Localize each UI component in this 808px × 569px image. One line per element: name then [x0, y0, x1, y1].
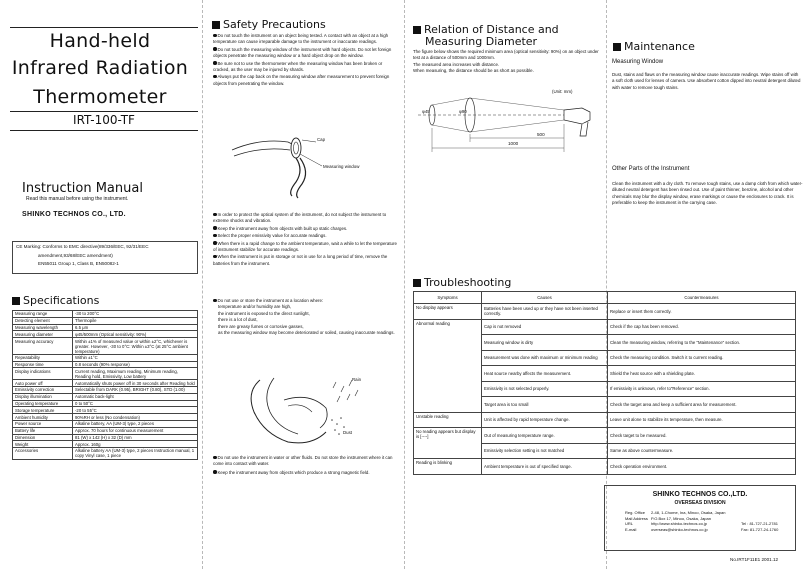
safety-item: Do not use or store the instrument at a location where: [217, 298, 324, 303]
company-footer-block [604, 485, 796, 551]
troubleshooting-row [414, 319, 796, 335]
ce-line: amendment,93/68/EEC amendment) [38, 252, 113, 258]
cause-cell: Cap is not removed [482, 319, 608, 335]
ce-line: EN55011 Group 1, Class B, EN50082-1 [38, 261, 119, 266]
countermeasure-cell: Replace or insert them correctly. [608, 304, 796, 320]
spec-value: Automatic back-light [73, 393, 198, 400]
safety-item: In order to protect the optical system of the instrument, do not subject the instrument to extreme shocks and vibration. [213, 212, 387, 224]
ce-marking-box [12, 241, 198, 274]
spec-label: Detecting element [13, 317, 73, 324]
spec-label: Repeatability [13, 354, 73, 361]
title-bottom-rule [10, 111, 198, 112]
countermeasure-cell: Check the target area and keep a sufficient area for measurement. [608, 397, 796, 413]
spec-row [13, 387, 198, 394]
symptom-cell: Reading is blinking [414, 459, 482, 475]
distance-text [413, 49, 603, 75]
other-parts-subheading: Other Parts of the Instrument [612, 166, 690, 172]
spec-label: Measuring range [13, 311, 73, 318]
distance-paragraph: The figure below shows the required minimum area (optical sensitivity: 90%) on an object under test at a distance of 500mm and 1000mm. [413, 49, 599, 61]
countermeasure-cell: Check operation environment. [608, 459, 796, 475]
safety-subitem: there is a lot of dust, [218, 317, 258, 323]
cause-cell: Unit is affected by rapid temperature change. [482, 412, 608, 428]
spec-value: φ45/500mm (Optical sensitivity: 90%) [73, 331, 198, 338]
spec-label: Operating temperature [13, 400, 73, 407]
document-number: No.IRT1F11E1 2001.12 [730, 557, 779, 562]
title-line-3: Thermometer [33, 86, 167, 108]
countermeasure-cell: Clean the measuring window, referring to the "Maintenance" section. [608, 335, 796, 351]
symptom-cell [414, 381, 482, 397]
diameter-45-label: φ45 [422, 109, 430, 114]
troubleshooting-row [414, 350, 796, 366]
measuring-window-label: Measuring window [323, 164, 360, 169]
footer-values: 2-48, 1-Chome, Ina, Minoo, Osaka, Japan P.O.Box 17, Minoo, Osaka, Japan http://www.shinko-technos.co.jp overseas@shinko-technos.co.jp [651, 510, 726, 532]
countermeasure-cell: If emissivity is unknown, refer to"Reference" section. [608, 381, 796, 397]
spec-row [13, 434, 198, 441]
spec-value: Current reading, Maximum reading, Minimum reading, Reading hold, Emissivity, Low battery [73, 368, 198, 380]
safety-item: Select the proper emissivity value for accurate readings. [217, 233, 327, 239]
footer-labels: Reg. Office Mail Address URL E-mail [625, 510, 648, 532]
spec-label: Response time [13, 361, 73, 368]
spec-label: Storage temperature [13, 407, 73, 414]
spec-label: Power source [13, 420, 73, 427]
troubleshooting-heading: Troubleshooting [413, 276, 511, 289]
cause-cell: Emissivity selection setting is not matched [482, 443, 608, 459]
spec-value: Within ±1°C [73, 354, 198, 361]
safety-item: Do not use the instrument in water or other fluids. Do not store the instrument where it can come into contact with water. [213, 455, 393, 467]
cause-cell: Measuring window is dirty [482, 335, 608, 351]
model-number: IRT-100-TF [10, 113, 198, 131]
column-header: Symptoms [414, 292, 482, 304]
spec-value: 90%RH or less (No condensation) [73, 414, 198, 421]
dust-label: Dust [343, 430, 353, 435]
column-header: Causes [482, 292, 608, 304]
cause-cell: Measurement was done with maximum or minimum reading [482, 350, 608, 366]
column-divider [606, 0, 607, 569]
spec-label: Dimension [13, 434, 73, 441]
countermeasure-cell: Check the measuring condition. Switch it to current reading. [608, 350, 796, 366]
cause-cell: Heat source nearby affects the measurement. [482, 366, 608, 382]
spec-row [13, 420, 198, 427]
safety-group-2 [213, 212, 397, 267]
safety-item: Be sure not to use the thermometer when the measuring window has been broken or cracked, as the user may be injured by shards. [213, 60, 383, 73]
spec-row [13, 427, 198, 434]
spec-label: Display illumination [13, 393, 73, 400]
footer-company: SHINKO TECHNOS CO.,LTD. [652, 491, 748, 498]
spec-value: Approx. 70 hours for continuous measurement [73, 427, 198, 434]
specifications-table [12, 310, 198, 460]
troubleshooting-row [414, 412, 796, 428]
safety-group-1 [213, 33, 397, 87]
spec-label: Battery life [13, 427, 73, 434]
cause-cell: Batteries have been used up or they have not been inserted correctly. [482, 304, 608, 320]
troubleshooting-row [414, 443, 796, 459]
spec-row [13, 400, 198, 407]
troubleshooting-row [414, 397, 796, 413]
distance-paragraph: The measured area increases with distance. [413, 61, 500, 67]
spec-label: Accessories [13, 448, 73, 460]
spec-row [13, 407, 198, 414]
spec-value: Alkaline battery AA (UM-3) type, 2 pieces Instruction manual, 1 copy Vinyl case, 1 piece [73, 448, 198, 460]
spec-value: Selectable from DARK (0.95), BRIGHT (0.80), STD (1.00) [73, 387, 198, 394]
spec-value: Automatically shuts power off in 30 seconds after Reading hold [73, 380, 198, 387]
spec-row [13, 317, 198, 324]
spec-value: 0 to 50°C [73, 400, 198, 407]
countermeasure-cell: Shield the heat source with a shielding plate. [608, 366, 796, 382]
symptom-cell: Abnormal reading [414, 319, 482, 335]
maintenance-heading: Maintenance [613, 40, 695, 53]
title-line-2: Infrared Radiation [11, 57, 189, 79]
ce-line: CE Marking: Conforms to EMC directive(89/336/EEC, 92/31/EEC [16, 244, 149, 249]
unit-label: (Unit: mm) [552, 89, 573, 94]
countermeasure-cell: Check if the cap has been removed. [608, 319, 796, 335]
spec-value: -30 to 200°C [73, 311, 198, 318]
cause-cell: Ambient temperature is out of specified range. [482, 459, 608, 475]
heading-square-icon [613, 43, 621, 51]
spec-value: Thermopile [73, 317, 198, 324]
safety-subitem: as the measuring window may become deteriorated or soiled, causing inaccurate readings. [218, 330, 395, 336]
spec-label: Auto power off [13, 380, 73, 387]
measuring-window-text: Dust, stains and flaws on the measuring window cause inaccurate readings. Wipe stains off with a soft cloth used for lenses of camera. Use absorbent cotton dipped into neutral detergent diluted with water to remove tough stains. [612, 72, 801, 90]
spec-value: Within ±1% of measured value or within ±2°C, whichever is greater. However, -30 to 0°C: Within ±3°C (at 25°C ambient temperature) [73, 338, 198, 355]
spec-row [13, 331, 198, 338]
spec-row [13, 448, 198, 460]
title-top-rule [10, 27, 198, 28]
spec-label: Weight [13, 441, 73, 448]
heading-square-icon [12, 297, 20, 305]
troubleshooting-row [414, 428, 796, 444]
spec-value: 6.5 μm [73, 324, 198, 331]
spec-row [13, 441, 198, 448]
safety-subitem: there are greasy fumes or corrosive gasses, [218, 323, 304, 329]
manual-title: Instruction Manual [22, 181, 143, 196]
safety-heading: Safety Precautions [212, 18, 326, 31]
manual-subtitle: Read this manual before using the instrument. [26, 196, 129, 202]
spec-value: Alkaline battery, AA (UM-3) type, 2 pieces [73, 420, 198, 427]
spec-label: Display indications [13, 368, 73, 380]
symptom-cell [414, 335, 482, 351]
measuring-window-subheading: Measuring Window [612, 59, 664, 65]
spec-row [13, 311, 198, 318]
heading-square-icon [212, 21, 220, 29]
countermeasure-cell: Same as above countermeasure. [608, 443, 796, 459]
safety-group-4 [213, 455, 397, 476]
troubleshooting-row [414, 304, 796, 320]
distance-heading: Relation of Distance and [413, 24, 559, 35]
distance-heading-line-2: Measuring Diameter [425, 35, 538, 48]
cap-label: Cap [317, 137, 326, 142]
cap-window-illustration [230, 128, 390, 200]
rain-label: Rain [352, 377, 362, 382]
spec-label: Measuring accuracy [13, 338, 73, 355]
spec-row [13, 338, 198, 355]
countermeasure-cell: Leave unit alone to stabilize its temperature, then measure. [608, 412, 796, 428]
spec-row [13, 380, 198, 387]
spec-value: 81 (W) x 142 (H) x 32 (D) mm [73, 434, 198, 441]
title-line-1: Hand-held [49, 30, 151, 52]
safety-item: Keep the instrument away from objects which produce a strong magnetic field. [217, 469, 370, 475]
column-divider [202, 0, 203, 569]
safety-subitem: the instrument is exposed to the direct sunlight, [218, 310, 310, 316]
countermeasure-cell: Check target to be measured. [608, 428, 796, 444]
troubleshooting-row [414, 381, 796, 397]
spec-value: -20 to 55°C [73, 407, 198, 414]
distance-1000-label: 1000 [508, 141, 519, 146]
troubleshooting-row [414, 459, 796, 475]
symptom-cell: No display appears [414, 304, 482, 320]
troubleshooting-row [414, 335, 796, 351]
spec-row [13, 324, 198, 331]
symptom-cell: Unstable reading [414, 412, 482, 428]
distance-paragraph: When measuring, the distance should be as short as possible. [413, 68, 534, 74]
spec-row [13, 361, 198, 368]
spec-value: 0.8 seconds (90% response) [73, 361, 198, 368]
symptom-cell [414, 350, 482, 366]
footer-division: OVERSEAS DIVISION [674, 500, 726, 506]
company-name: SHINKO TECHNOS CO., LTD. [22, 211, 126, 218]
troubleshooting-table [413, 291, 796, 475]
spec-row [13, 354, 198, 361]
safety-item: When there is a rapid change to the ambient temperature, wait a while to let the temperature of instrument stabilize for accurate readings. [213, 240, 397, 253]
cause-cell: Target area is too small [482, 397, 608, 413]
heading-square-icon [413, 279, 421, 287]
spec-row [13, 368, 198, 380]
safety-group-3 [213, 298, 397, 336]
distance-500-label: 500 [537, 132, 545, 137]
cause-cell: Emissivity is not selected properly. [482, 381, 608, 397]
spec-label: Measuring wavelength [13, 324, 73, 331]
safety-item: Do not touch the instrument on an object being tested. A contact with an object at a high temperature can cause irreparable damage to the instrument or inaccurate readings. [213, 33, 389, 45]
cause-cell: Out of measuring temperature range. [482, 428, 608, 444]
safety-item: Do not touch the measuring window of the instrument with hard objects. Do not let foreign objects penetrate the measuring window or a hard object drop on the window. [213, 46, 392, 59]
symptom-cell [414, 397, 482, 413]
symptom-cell [414, 443, 482, 459]
specifications-heading: Specifications [12, 294, 99, 307]
symptom-cell [414, 366, 482, 382]
spec-label: Emissivity correction [13, 387, 73, 394]
symptom-cell: No reading appears but display is [----] [414, 428, 482, 444]
spec-value: Approx. 160g [73, 441, 198, 448]
safety-item: When the instrument is put in storage or not in use for a long period of time, remove the batteries from the instrument. [213, 254, 388, 266]
heading-square-icon [413, 26, 421, 34]
spec-row [13, 393, 198, 400]
spec-label: Ambient humidity [13, 414, 73, 421]
safety-item: Always put the cap back on the measuring window after measurement to prevent foreign objects from penetrating the window. [213, 74, 390, 86]
safety-item: Keep the instrument away from objects with built up static charges. [217, 225, 348, 231]
footer-phone: Tel : 81-727-21-2781 Fax: 81-727-24-1760 [741, 521, 779, 532]
spec-label: Measuring diameter [13, 331, 73, 338]
spec-row [13, 414, 198, 421]
other-parts-text: Clean the instrument with a dry cloth. To remove tough stains, use a damp cloth from which water-diluted neutral detergent has been rinsed out. Use of paint thinner, benzine, alcohol and other chemicals may blur the display window, erase markings or cause the enclosures to crack. It is preferable to keep the instrument in the carrying case. [612, 181, 803, 206]
column-divider [404, 0, 405, 569]
column-header: Countermeasures [608, 292, 796, 304]
troubleshooting-row [414, 366, 796, 382]
safety-subitem: temperature and/or humidity are high, [218, 304, 292, 310]
diameter-90-label: φ90 [459, 109, 467, 114]
